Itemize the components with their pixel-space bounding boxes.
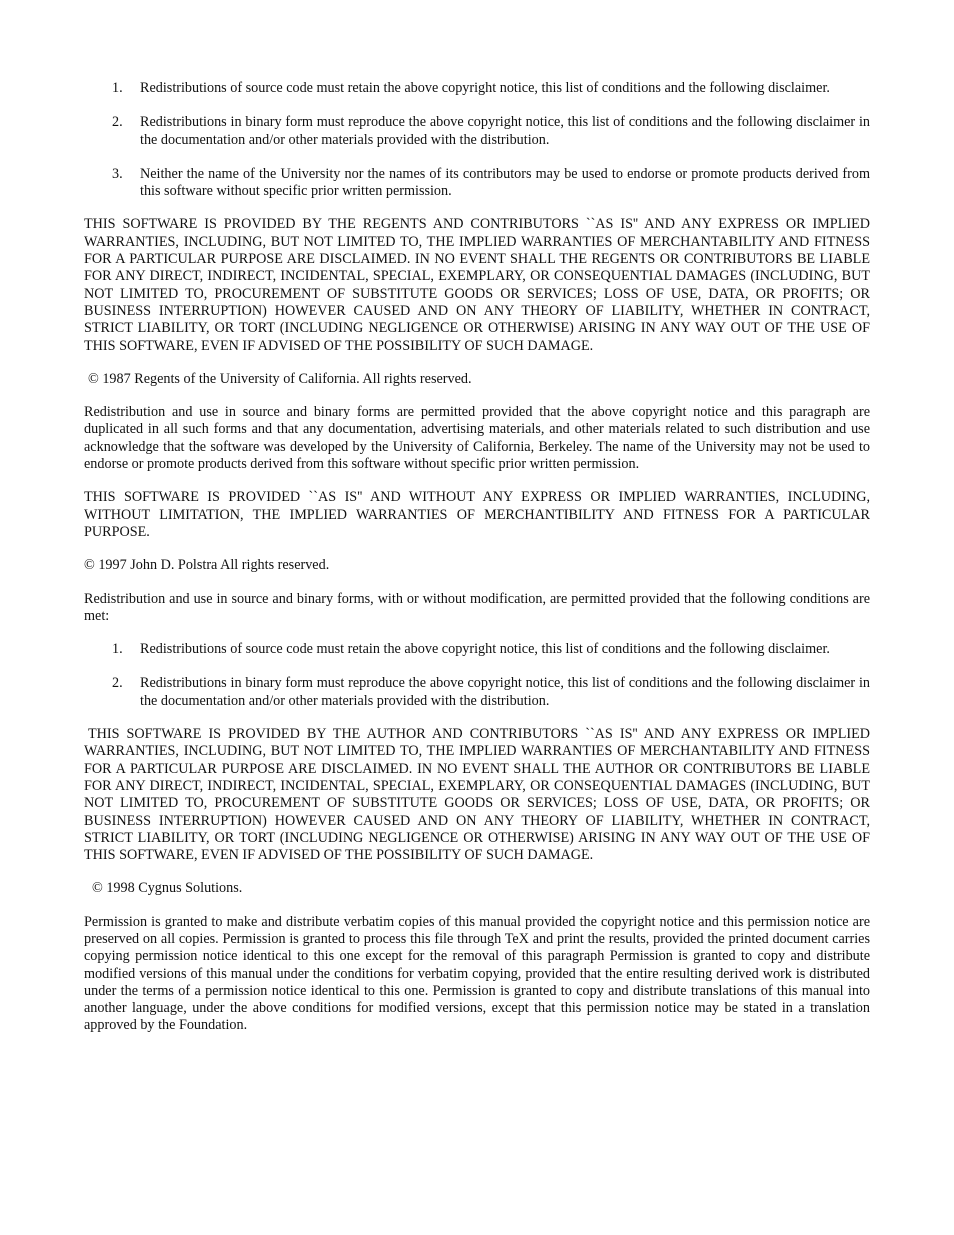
list-item (84, 675, 870, 710)
author-disclaimer: THIS SOFTWARE IS PROVIDED BY THE AUTHOR AND CONTRIBUTORS ``AS IS'' AND ANY EXPRESS OR IMPLIED WARRANTIES, INCLUDING, BUT NOT LIMITED TO, THE IMPLIED WARRANTIES OF MERCHANTABILITY AND FITNESS FOR A PARTICULAR PURPOSE ARE DISCLAIMED. IN NO EVENT SHALL THE AUTHOR OR CONTRIBUTORS BE LIABLE FOR ANY DIRECT, INDIRECT, INCIDENTAL, SPECIAL, EXEMPLARY, OR CONSEQUENTIAL DAMAGES (INCLUDING, BUT NOT LIMITED TO, PROCUREMENT OF SUBSTITUTE GOODS OR SERVICES; LOSS OF USE, DATA, OR PROFITS; OR BUSINESS INTERRUPTION) HOWEVER CAUSED AND ON ANY THEORY OF LIABILITY, WHETHER IN CONTRACT, STRICT LIABILITY, OR TORT (INCLUDING NEGLIGENCE OR OTHERWISE) ARISING IN ANY WAY OUT OF THE USE OF THIS SOFTWARE, EVEN IF ADVISED OF THE POSSIBILITY OF SUCH DAMAGE. (84, 726, 870, 864)
list-item-text: Redistributions in binary form must reproduce the above copyright notice, this list of conditions and the following disclaimer in the documentation and/or other materials provided with the distribution. (140, 114, 870, 148)
document-page (84, 80, 870, 1051)
as-is-disclaimer: THIS SOFTWARE IS PROVIDED ``AS IS'' AND WITHOUT ANY EXPRESS OR IMPLIED WARRANTIES, INCLUDING, WITHOUT LIMITATION, THE IMPLIED WARRANTIES OF MERCHANTIBILITY AND FITNESS FOR A PARTICULAR PURPOSE. (84, 489, 870, 540)
conditions-list-polstra (84, 641, 870, 710)
list-item-text: Redistributions of source code must retain the above copyright notice, this list of conditions and the following disclaimer. (140, 641, 830, 658)
conditions-list-university (84, 80, 870, 200)
copyright-notice-1987: © 1987 Regents of the University of California. All rights reserved. (88, 370, 472, 387)
list-item-text: Redistributions in binary form must reproduce the above copyright notice, this list of conditions and the following disclaimer in the documentation and/or other materials provided with the distribution. (140, 675, 870, 709)
list-item-number: 3. (112, 165, 123, 182)
copyright-notice-1998: © 1998 Cygnus Solutions. (92, 880, 243, 897)
list-item-number: 2. (112, 114, 123, 131)
list-item-text: Redistributions of source code must retain the above copyright notice, this list of conditions and the following disclaimer. (140, 80, 830, 96)
polstra-redistribution-paragraph: Redistribution and use in source and binary forms, with or without modification, are permitted provided that the following conditions are met: (84, 590, 870, 624)
list-item (84, 80, 870, 97)
list-item (84, 114, 870, 149)
copyright-notice-1997: © 1997 John D. Polstra All rights reserved. (84, 557, 330, 574)
list-item-number: 1. (112, 641, 123, 658)
list-item-number: 1. (112, 80, 123, 96)
list-item (84, 166, 870, 201)
list-item-number: 2. (112, 675, 123, 692)
list-item-text: Neither the name of the University nor the names of its contributors may be used to endorse or promote products derived from this software without specific prior written permission. (140, 165, 870, 200)
regents-disclaimer: THIS SOFTWARE IS PROVIDED BY THE REGENTS AND CONTRIBUTORS ``AS IS'' AND ANY EXPRESS OR IMPLIED WARRANTIES, INCLUDING, BUT NOT LIMITED TO, THE IMPLIED WARRANTIES OF MERCHANTABILITY AND FITNESS FOR A PARTICULAR PURPOSE ARE DISCLAIMED. IN NO EVENT SHALL THE REGENTS OR CONTRIBUTORS BE LIABLE FOR ANY DIRECT, INDIRECT, INCIDENTAL, SPECIAL, EXEMPLARY, OR CONSEQUENTIAL DAMAGES (INCLUDING, BUT NOT LIMITED TO, PROCUREMENT OF SUBSTITUTE GOODS OR SERVICES; LOSS OF USE, DATA, OR PROFITS; OR BUSINESS INTERRUPTION) HOWEVER CAUSED AND ON ANY THEORY OF LIABILITY, WHETHER IN CONTRACT, STRICT LIABILITY, OR TORT (INCLUDING NEGLIGENCE OR OTHERWISE) ARISING IN ANY WAY OUT OF THE USE OF THIS SOFTWARE, EVEN IF ADVISED OF THE POSSIBILITY OF SUCH DAMAGE. (84, 216, 870, 354)
berkeley-redistribution-paragraph: Redistribution and use in source and binary forms are permitted provided that the above copyright notice and this paragraph are duplicated in all such forms and that any documentation, advertising materials, and other materials related to such distribution and use acknowledge that the software was developed by the University of California, Berkeley. The name of the University may not be used to endorse or promote products derived from this software without specific prior written permission. (84, 404, 870, 473)
list-item (84, 641, 870, 658)
permission-paragraph: Permission is granted to make and distribute verbatim copies of this manual provided the copyright notice and this permission notice are preserved on all copies. Permission is granted to process this file through TeX and print the results, provided the printed document carries copying permission notice identical to this one except for the removal of this paragraph Permission is granted to copy and distribute modified versions of this manual under the conditions for verbatim copying, provided that the entire resulting derived work is distributed under the terms of a permission notice identical to this one. Permission is granted to copy and distribute translations of this manual into another language, under the above conditions for modified versions, except that this permission notice may be stated in a translation approved by the Foundation. (84, 913, 870, 1034)
